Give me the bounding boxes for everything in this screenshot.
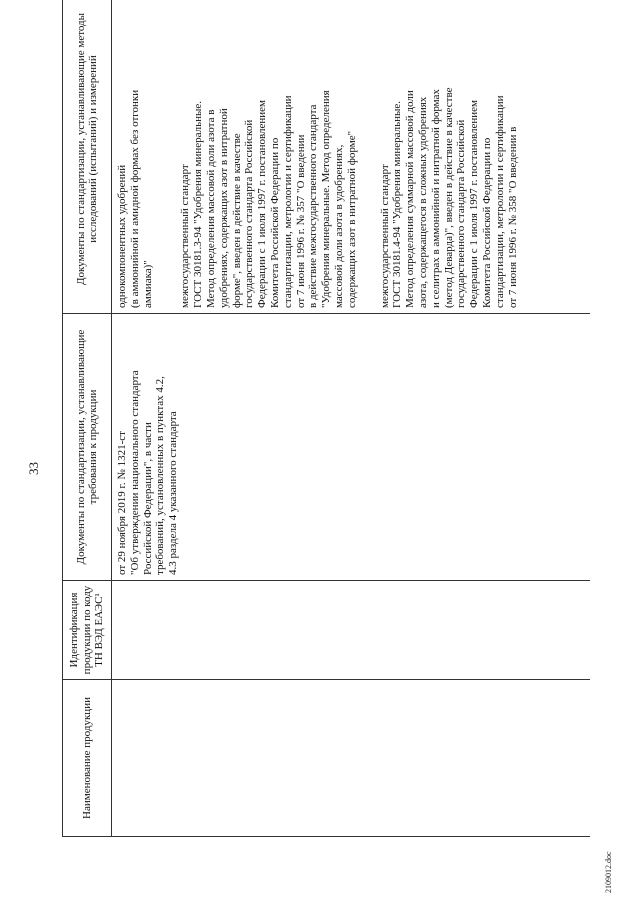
- page-number: 33: [26, 462, 41, 475]
- table-row: [112, 0, 591, 837]
- header-methods-docs: Документы по стандартизации, устанавливающие методы исследований (испытаний) и измерений: [63, 0, 112, 314]
- methods-text-2: межгосударственный стандарт ГОСТ 30181.3-94 "Удобрения минеральные. Метод определения массовой доли азота в удобрениях, содержащих азот в нитратной форме", введен в действие в качестве государственного стандарта Российской Федерации с 1 июля 1997 г. постановлением Комитета Российской Федерации по стандартизации, метрологии и сертификации от 7 июня 1996 г. № 357 "О введении в действие межгосударственного стандарта "Удобрения минеральные. Метод определения массовой доли азота в удобрениях, содержащих азот в нитратной форме": [179, 90, 358, 308]
- header-product-name: Наименование продукции: [63, 680, 112, 837]
- cell-product-name: [112, 680, 591, 837]
- standards-table: [62, 0, 590, 837]
- cell-product-code: [112, 581, 591, 680]
- document-code: 2109012.doc: [604, 851, 613, 893]
- requirements-text: от 29 ноября 2019 г. № 1321-ст "Об утверждении национального стандарта Российской Федерации", в части требований, установленных в пунктах 4.2, 4.3 раздела 4 указанного стандарта: [116, 370, 180, 575]
- cell-methods: [112, 0, 591, 314]
- methods-text-3: межгосударственный стандарт ГОСТ 30181.4-94 "Удобрения минеральные. Метод определения суммарной массовой доли азота, содержащегося в сложных удобрениях и селитрах в аммонийной и нитратной формах (метод Деварда)", введен в действие в качестве государственного стандарта Российской Федерации с 1 июля 1997 г. постановлением Комитета Российской Федерации по стандартизации, метрологии и сертификации от 7 июня 1996 г. № 358 "О введении в: [378, 87, 519, 308]
- header-requirements-docs: Документы по стандартизации, устанавливающие требования к продукции: [63, 314, 112, 581]
- header-product-code: Идентификация продукции по коду ТН ВЭД ЕАЭС¹: [63, 581, 112, 680]
- cell-requirements: [112, 314, 591, 581]
- table-header-row: [63, 0, 112, 837]
- methods-text-1: однокомпонентных удобрений (в аммонийной и амидной формах без отгонки аммиака)": [116, 89, 154, 308]
